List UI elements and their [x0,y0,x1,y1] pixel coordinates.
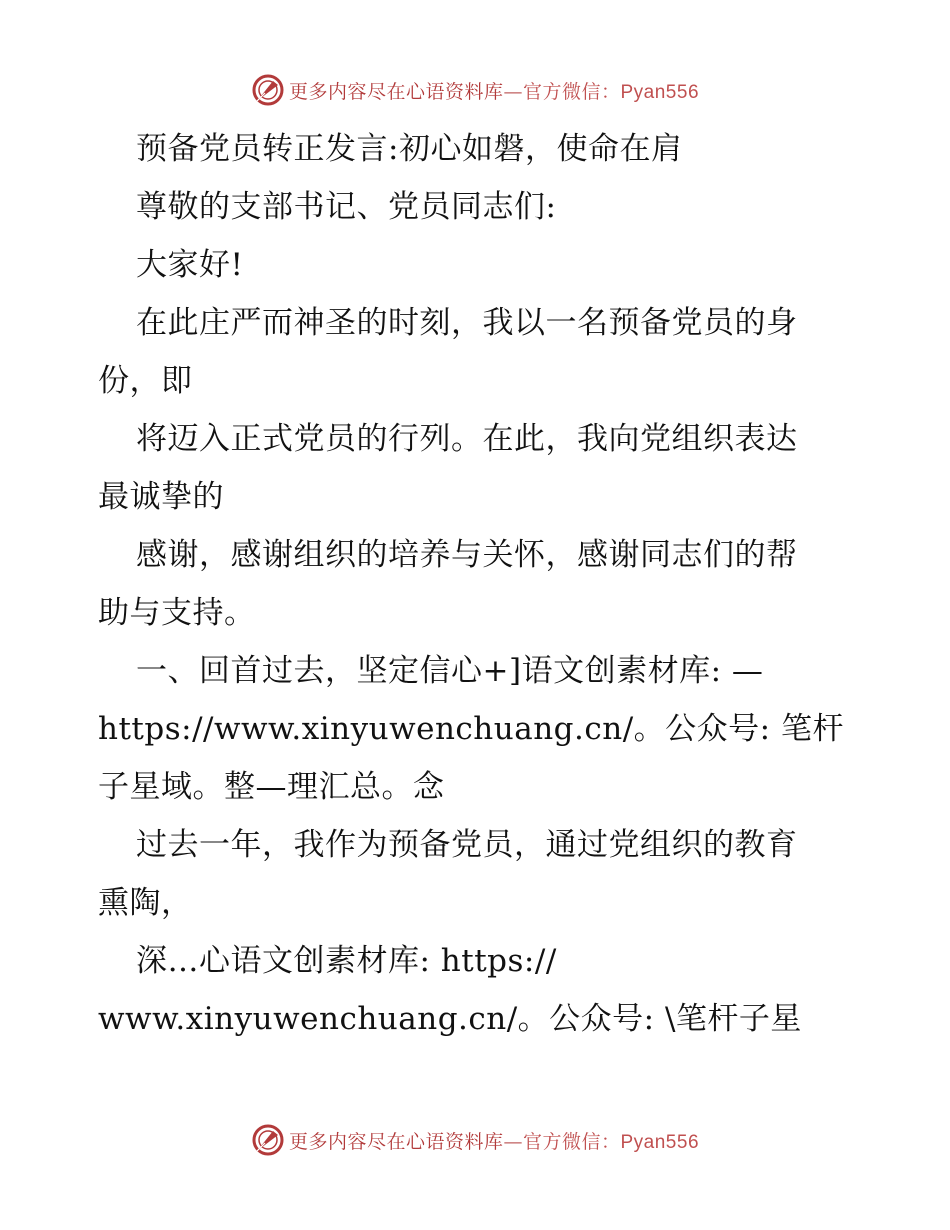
paragraph-line: 将迈入正式党员的行列。在此，我向党组织表达 [136,421,798,457]
banner-separator: — [503,80,523,103]
paragraph-line: 助与支持。 [98,595,256,631]
paragraph-line: 过去一年，我作为预备党员，通过党组织的教育 [136,827,798,863]
paragraph-line: 份，即 [98,363,193,399]
banner-wechat-label: 官方微信： [522,80,621,103]
document-title: 预备党员转正发言:初心如磐，使命在肩 [136,131,683,167]
paragraph-line: https://www.xinyuwenchuang.cn/。公众号: 笔杆 [98,711,844,747]
paragraph-line: 子星域。整—理汇总。念 [98,769,445,805]
document-body [98,120,858,1048]
banner-wechat-handle: Pyan556 [620,1131,700,1153]
banner-wechat-handle: Pyan556 [620,81,700,103]
banner-wechat-label: 官方微信： [522,1130,621,1153]
greeting: 大家好! [136,247,244,283]
footer-banner [0,1120,950,1160]
paragraph-line: 熏陶， [98,885,193,921]
paragraph-line: 深…心语文创素材库: https:// [136,943,557,979]
banner-text [289,1127,699,1154]
feather-pen-logo-icon [251,1123,285,1157]
paragraph-line: 感谢，感谢组织的培养与关怀，感谢同志们的帮 [136,537,798,573]
feather-pen-logo-icon [251,73,285,107]
header-banner [0,70,950,110]
banner-main-text: 更多内容尽在心语资料库 [288,80,504,103]
section-heading: 一、回首过去，坚定信心+]语文创素材库: — [136,653,764,689]
paragraph-line: 在此庄严而神圣的时刻，我以一名预备党员的身 [136,305,798,341]
banner-text [289,77,699,104]
paragraph-line: 最诚挚的 [98,479,224,515]
paragraph-line: www.xinyuwenchuang.cn/。公众号: \笔杆子星 [98,1001,802,1037]
banner-separator: — [503,1130,523,1153]
banner-main-text: 更多内容尽在心语资料库 [288,1130,504,1153]
salutation: 尊敬的支部书记、党员同志们: [136,189,557,225]
